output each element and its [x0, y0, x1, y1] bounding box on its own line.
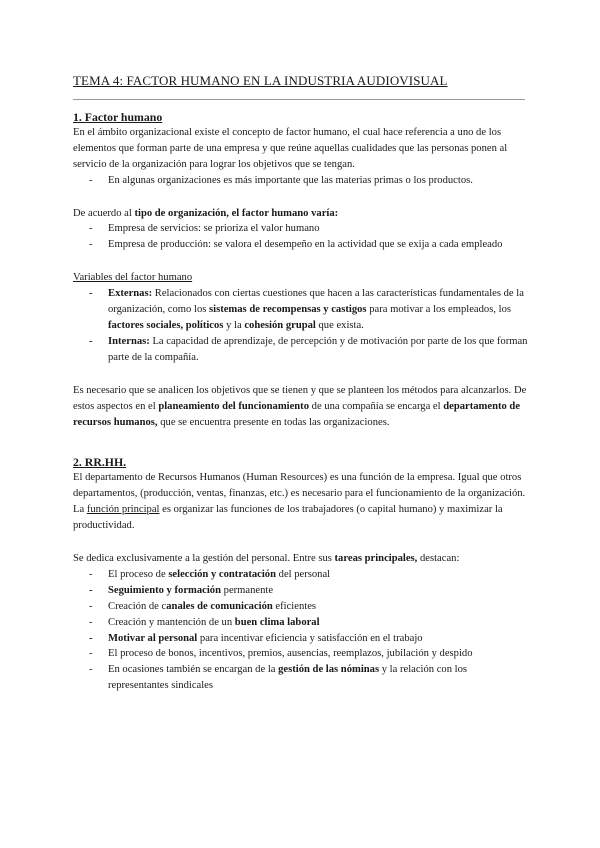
list-item: - Empresa de producción: se valora el desempeño en la actividad que se exija a cada empleado: [73, 237, 529, 253]
task-item: - En ocasiones también se encargan de la gestión de las nóminas y la relación con los representantes sindicales: [73, 662, 529, 694]
task-item: - Creación de canales de comunicación eficientes: [73, 599, 529, 615]
section2-heading: 2. RR.HH.: [73, 455, 127, 470]
task-item: - El proceso de selección y contratación del personal: [73, 567, 529, 583]
task-item: - Motivar al personal para incentivar eficiencia y satisfacción en el trabajo: [73, 631, 529, 647]
tipo-paragraph: De acuerdo al tipo de organización, el factor humano varía:: [73, 207, 339, 219]
list-item: - En algunas organizaciones es más importante que las materias primas o los productos.: [73, 173, 529, 189]
tasks-list: [73, 567, 529, 694]
variables-heading: Variables del factor humano: [73, 272, 193, 284]
tipo-list: [73, 221, 529, 253]
section2-p3: Se dedica exclusivamente a la gestión del personal. Entre sus tareas principales, destacan:: [73, 553, 460, 565]
internas-item: - Internas: La capacidad de aprendizaje, de percepción y de motivación por parte de los que forman parte de la compañía.: [73, 334, 529, 366]
task-item: - Creación y mantención de un buen clima laboral: [73, 615, 529, 631]
section2-p1: El departamento de Recursos Humanos (Human Resources) es una función de la empresa. Igual que otros departamentos, (producción, ventas, finanzas, etc.) es necesario para el funcionamiento de la organización.: [73, 472, 526, 500]
task-item: - El proceso de bonos, incentivos, premios, ausencias, reemplazos, jubilación y despido: [73, 646, 529, 662]
closing-paragraph: Es necesario que se analicen los objetivos que se tienen y que se planteen los métodos para alcanzarlos. De estos aspectos en el planeamiento del funcionamiento de una compañía se encarga el departamento de recursos humanos, que se encuentra presente en todas las organizaciones.: [73, 384, 527, 428]
variables-list: [73, 286, 529, 366]
section1-bullets: [73, 173, 529, 189]
task-item: - Seguimiento y formación permanente: [73, 583, 529, 599]
section1-heading: 1. Factor humano: [73, 109, 163, 124]
section2-p2: La función principal es organizar las funciones de los trabajadores (o capital humano) y maximizar la productividad.: [73, 504, 503, 532]
document-page: [73, 73, 529, 694]
document-title: TEMA 4: FACTOR HUMANO EN LA INDUSTRIA AUDIOVISUAL: [73, 73, 448, 88]
list-item: - Empresa de servicios: se prioriza el valor humano: [73, 221, 529, 237]
section1-intro: En el ámbito organizacional existe el concepto de factor humano, el cual hace referencia a uno de los elementos que forman parte de una empresa y que reúne aquellas cualidades que las personas ponen al servicio de la organización para lograr los objetivos que se tengan.: [73, 126, 508, 170]
externas-item: - Externas: Relacionados con ciertas cuestiones que hacen a las características fundamentales de la organización, como los sistemas de recompensas y castigos para motivar a los empleados, los factores sociales, políticos y la cohesión grupal que exista.: [73, 286, 529, 334]
tipo-bold: tipo de organización, el factor humano varía:: [134, 207, 339, 219]
